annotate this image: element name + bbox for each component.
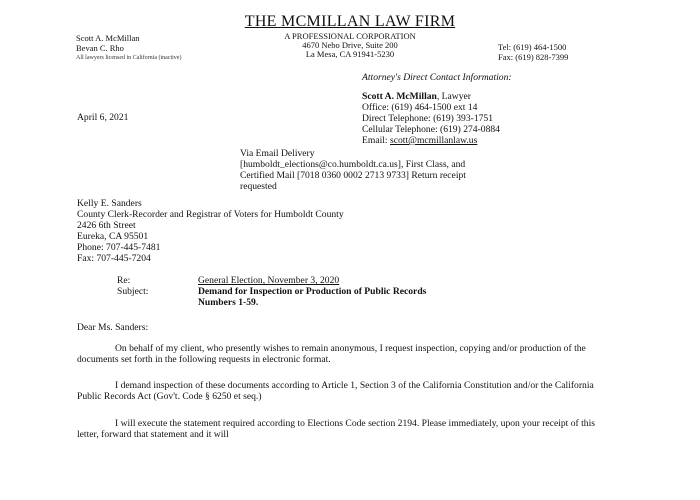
firm-tel: Tel: (619) 464-1500 (498, 42, 567, 52)
recipient-line: Kelly E. Sanders (77, 198, 142, 209)
firm-address-line1: 4670 Nebo Drive, Suite 200 (302, 40, 398, 50)
body-paragraph: On behalf of my client, who presently wishes to remain anonymous, I request inspection, copying and/or production of the documents set forth in the following requests in electronic format. (77, 343, 586, 365)
contact-cell: Cellular Telephone: (619) 274-0884 (362, 124, 500, 135)
recipient-line: Phone: 707-445-7481 (77, 242, 161, 253)
delivery-line: Via Email Delivery (240, 148, 315, 159)
recipient-line: 2426 6th Street (77, 220, 136, 231)
re-value: General Election, November 3, 2020 (198, 275, 340, 286)
attorney-name: Bevan C. Rho (76, 43, 124, 53)
contact-name-line (362, 91, 500, 102)
letter-date: April 6, 2021 (77, 112, 129, 123)
contact-email-line (362, 135, 500, 146)
body-paragraph: I demand inspection of these documents according to Article 1, Section 3 of the California Constitution and/or the California Public Records Act (Gov't. Code § 6250 et seq.) (77, 380, 594, 402)
contact-role: , Lawyer (436, 91, 471, 102)
delivery-block (240, 148, 466, 192)
firm-corporation: A PROFESSIONAL CORPORATION (284, 31, 416, 41)
contact-direct: Direct Telephone: (619) 393-1751 (362, 113, 494, 124)
subject-line1: Demand for Inspection or Production of Public Records (198, 286, 427, 297)
body-paragraph: I will execute the statement required according to Elections Code section 2194. Please immediately, upon your receipt of this letter, forward that statement and it will (77, 418, 595, 440)
contact-block (362, 91, 500, 146)
delivery-line: [humboldt_elections@co.humboldt.ca.us], First Class, and (240, 159, 466, 170)
delivery-line: requested (240, 181, 277, 192)
contact-email-label: Email: (362, 135, 390, 146)
firm-name: THE MCMILLAN LAW FIRM (244, 13, 456, 30)
recipient-line: County Clerk-Recorder and Registrar of Voters for Humboldt County (77, 209, 344, 220)
contact-office: Office: (619) 464-1500 ext 14 (362, 102, 478, 113)
salutation: Dear Ms. Sanders: (77, 322, 149, 333)
contact-heading: Attorney's Direct Contact Information: (362, 72, 512, 83)
admissions-note: All lawyers licensed in California (inactive) (76, 55, 182, 61)
firm-address-line2: La Mesa, CA 91941-5230 (305, 49, 395, 59)
subject-label: Subject: (117, 286, 149, 297)
delivery-line: Certified Mail [7018 0360 0002 2713 9733] Return receipt (240, 170, 466, 181)
contact-email-link[interactable]: scott@mcmillanlaw.us (389, 135, 478, 146)
recipient-line: Eureka, CA 95501 (77, 231, 149, 242)
recipient-block (77, 198, 344, 264)
re-label: Re: (117, 275, 131, 286)
firm-fax: Fax: (619) 828-7399 (498, 52, 569, 62)
subject-line2: Numbers 1-59. (198, 297, 259, 308)
attorney-name: Scott A. McMillan (76, 33, 140, 43)
contact-name: Scott A. McMillan (362, 91, 437, 102)
recipient-line: Fax: 707-445-7204 (77, 253, 151, 264)
